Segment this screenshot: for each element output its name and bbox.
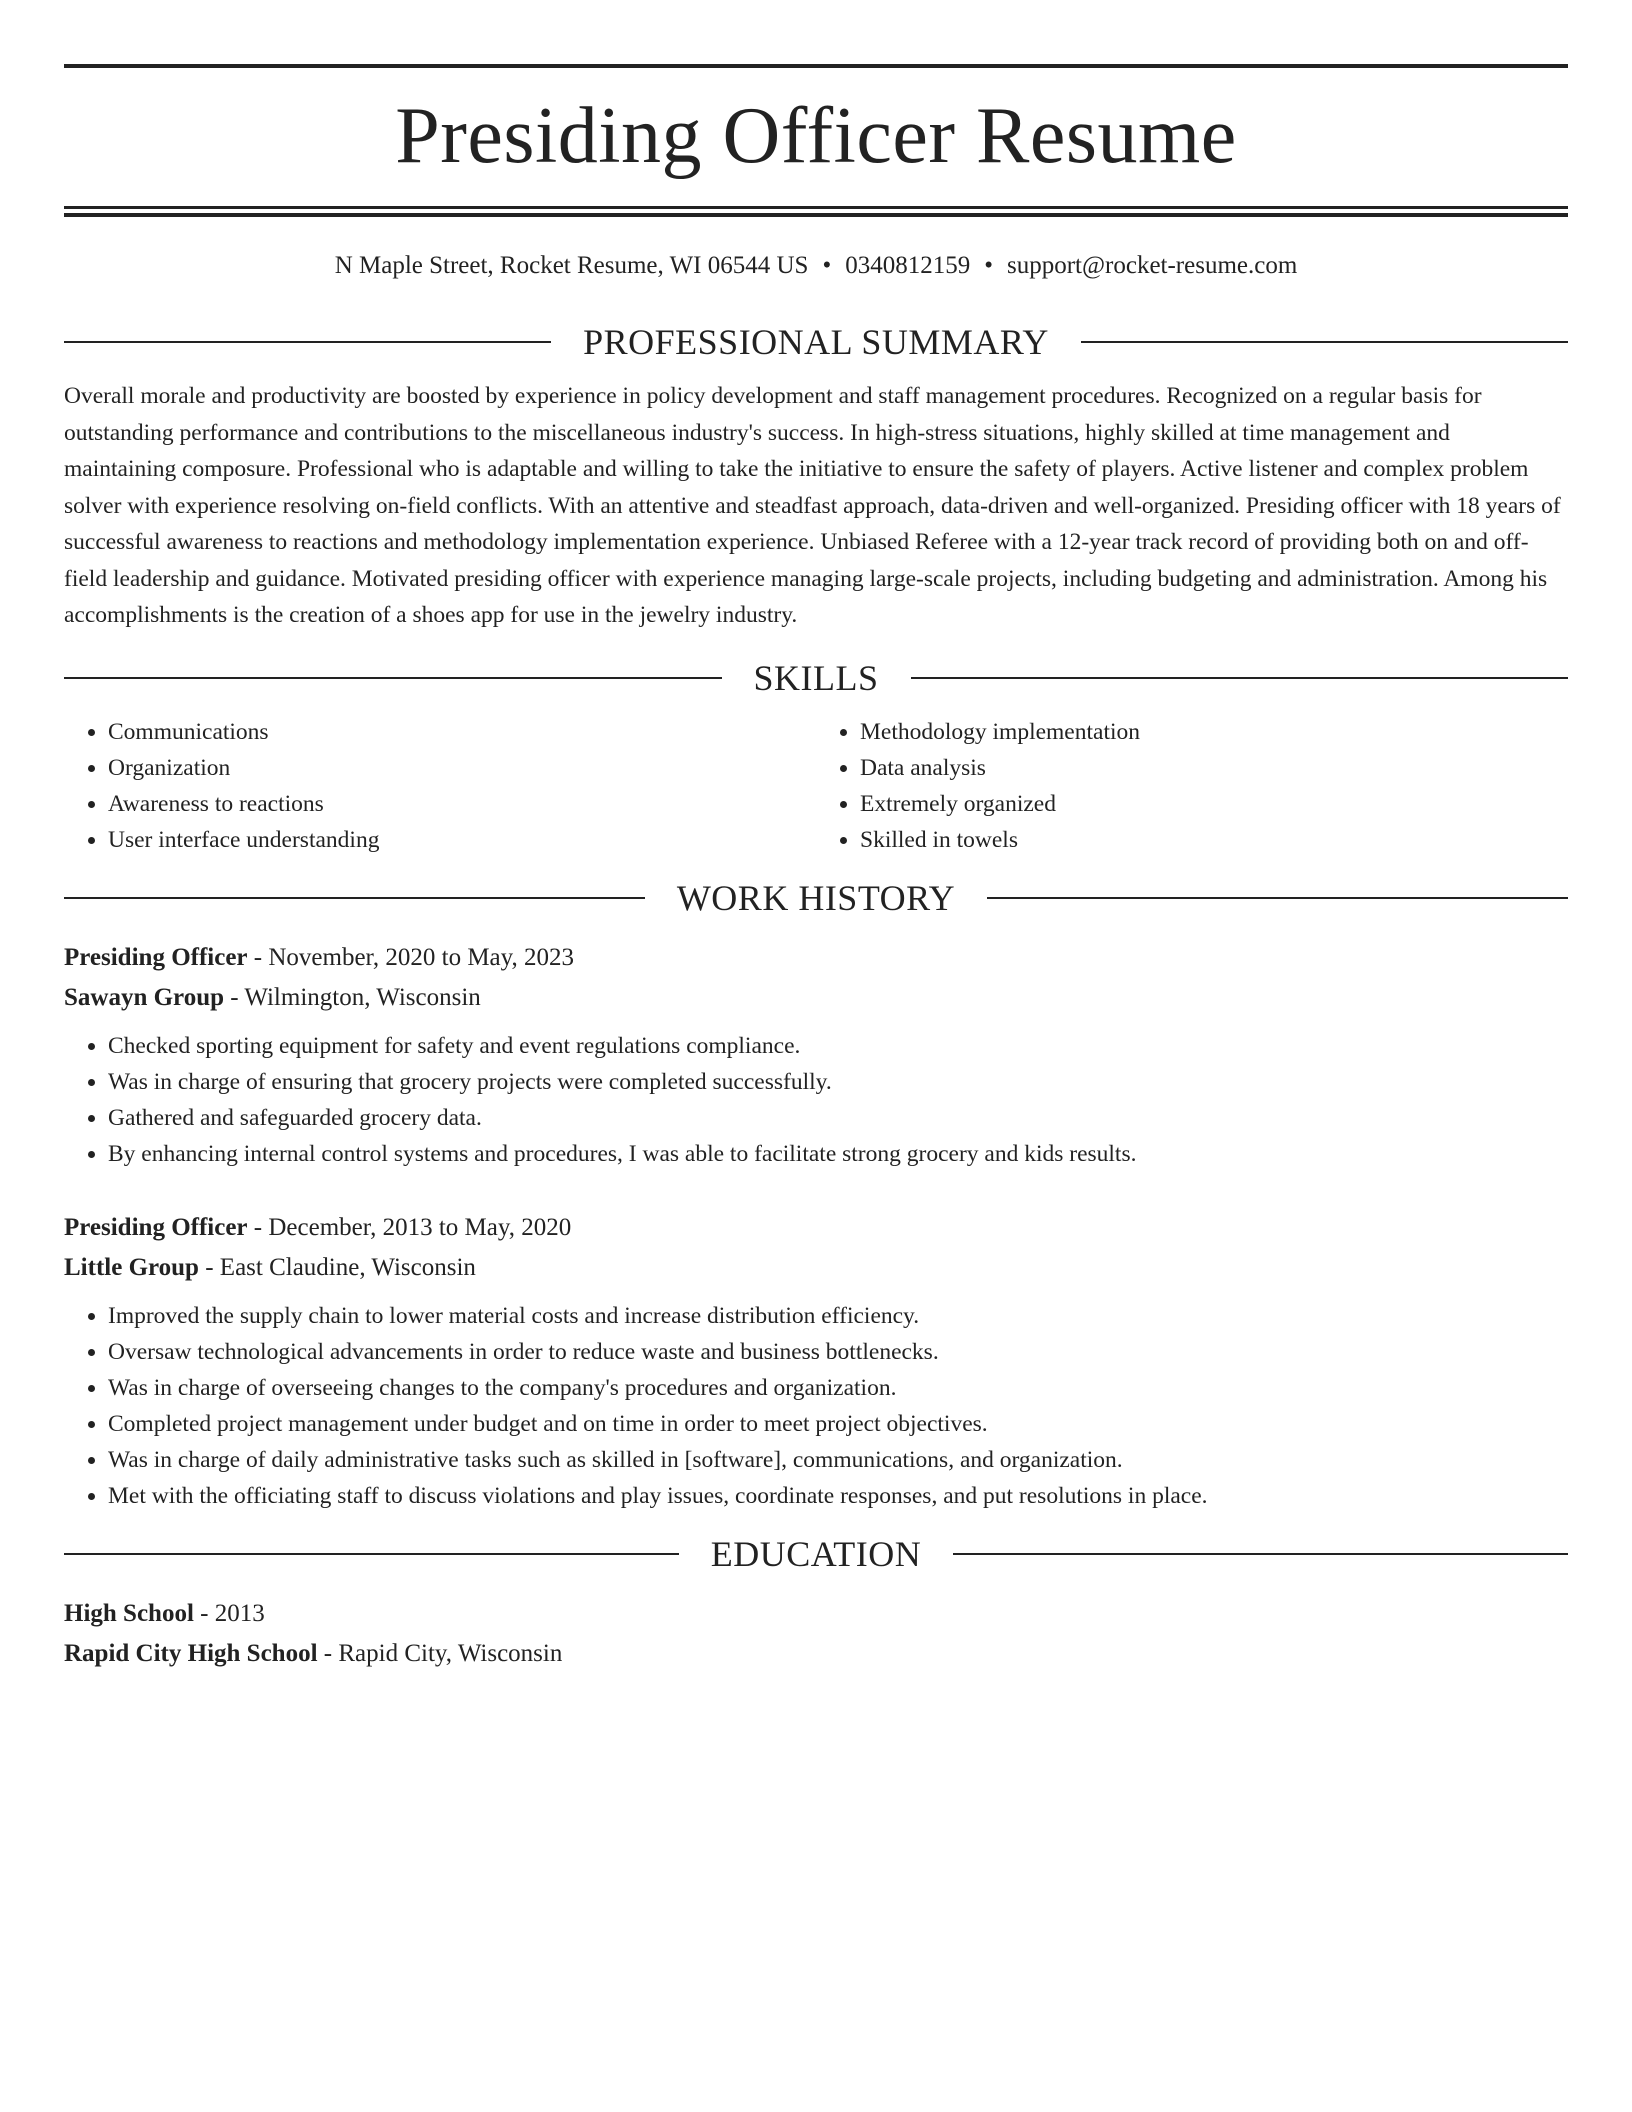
heading-rule — [1081, 341, 1568, 343]
heading-rule — [64, 341, 551, 343]
summary-paragraph: Overall morale and productivity are boosted by experience in policy development and staff management procedures. Recognized on a regular basis for outstanding performance and contributions to the miscellaneous industry's success. In high-stress situations, highly skilled at time management and maintaining composure. Professional who is adaptable and willing to take the initiative to ensure the safety of players. Active listener and complex problem solver with experience resolving on-field conflicts. With an attentive and steadfast approach, data-driven and well-organized. Presiding officer with 18 years of successful awareness to reactions and methodology implementation experience. Unbiased Referee with a 12-year track record of providing both on and off-field leadership and guidance. Motivated presiding officer with experience managing large-scale projects, including budgeting and administration. Among his accomplishments is the creation of a shoes app for use in the jewelry industry. — [64, 383, 1561, 628]
job-bullet: • Met with the officiating staff to discuss violations and play issues, coordinate responses, and put resolutions in place. — [108, 1478, 1568, 1514]
job-bullet: • Was in charge of daily administrative tasks such as skilled in [software], communications, and organization. — [108, 1442, 1568, 1478]
skills-column-right — [816, 714, 1568, 858]
job-bullet: • Gathered and safeguarded grocery data. — [108, 1100, 1568, 1136]
section-title: WORK HISTORY — [676, 877, 956, 918]
job-bullet: • Was in charge of overseeing changes to the company's procedures and organization. — [108, 1370, 1568, 1406]
job-entry — [64, 938, 1568, 1172]
education-year: - 2013 — [193, 1599, 265, 1627]
job-bullet: • Checked sporting equipment for safety and event regulations compliance. — [108, 1028, 1568, 1064]
title-double-rule — [64, 206, 1568, 217]
skill-item: • Communications — [108, 714, 816, 750]
job-company-line — [64, 978, 1568, 1018]
resume-title: Presiding Officer Resume — [395, 92, 1237, 180]
job-bullets — [64, 1298, 1568, 1514]
section-title: PROFESSIONAL SUMMARY — [583, 322, 1049, 362]
heading-rule — [987, 897, 1568, 899]
skills-column-left — [64, 714, 816, 858]
section-heading-education — [64, 1533, 1568, 1574]
job-title-line — [64, 938, 1568, 978]
section-heading-skills — [64, 657, 1568, 698]
contact-separator: • — [822, 252, 832, 279]
job-title: Presiding Officer — [64, 943, 248, 971]
skill-item: • Data analysis — [860, 750, 1568, 786]
skill-item: • Extremely organized — [860, 786, 1568, 822]
skill-item: • Skilled in towels — [860, 822, 1568, 858]
job-title-line — [64, 1208, 1568, 1248]
job-company: Little Group — [64, 1253, 199, 1281]
education-school-line — [64, 1634, 1568, 1674]
contact-separator: • — [984, 252, 993, 279]
job-entry — [64, 1208, 1568, 1514]
heading-rule — [64, 897, 645, 899]
skills-list — [64, 714, 1568, 858]
job-bullets — [64, 1028, 1568, 1172]
education-entry — [64, 1594, 1568, 1674]
job-company: Sawayn Group — [64, 983, 225, 1011]
heading-rule — [953, 1553, 1568, 1555]
contact-address: N Maple Street, Rocket Resume, WI 06544 US — [334, 252, 809, 279]
job-dates: - December, 2013 to May, 2020 — [247, 1213, 572, 1241]
contact-line — [64, 253, 1568, 278]
skill-item: • Awareness to reactions — [108, 786, 816, 822]
job-title: Presiding Officer — [64, 1213, 248, 1241]
job-bullet: • By enhancing internal control systems and procedures, I was able to facilitate strong grocery and kids results. — [108, 1136, 1568, 1172]
education-school: Rapid City High School — [64, 1639, 318, 1667]
section-heading-work — [64, 877, 1568, 918]
heading-rule — [911, 677, 1569, 679]
section-title: EDUCATION — [710, 1533, 922, 1574]
skill-item: • Organization — [108, 750, 816, 786]
education-degree: High School — [64, 1599, 194, 1627]
section-title: SKILLS — [753, 657, 879, 698]
job-company-line — [64, 1248, 1568, 1288]
section-heading-summary — [64, 324, 1568, 360]
skill-item: • User interface understanding — [108, 822, 816, 858]
heading-rule — [64, 1553, 679, 1555]
job-dates: - November, 2020 to May, 2023 — [247, 943, 575, 971]
contact-email: support@rocket-resume.com — [1007, 252, 1298, 279]
job-bullet: • Was in charge of ensuring that grocery projects were completed successfully. — [108, 1064, 1568, 1100]
job-location: - East Claudine, Wisconsin — [198, 1253, 476, 1281]
skill-item: • Methodology implementation — [860, 714, 1568, 750]
job-bullet: • Improved the supply chain to lower material costs and increase distribution efficiency. — [108, 1298, 1568, 1334]
education-degree-line — [64, 1594, 1568, 1634]
contact-phone: 0340812159 — [845, 252, 971, 279]
job-location: - Wilmington, Wisconsin — [224, 983, 481, 1011]
job-bullet: • Completed project management under budget and on time in order to meet project objectives. — [108, 1406, 1568, 1442]
job-bullet: • Oversaw technological advancements in order to reduce waste and business bottlenecks. — [108, 1334, 1568, 1370]
education-location: - Rapid City, Wisconsin — [317, 1639, 563, 1667]
top-rule — [64, 64, 1568, 68]
heading-rule — [64, 677, 722, 679]
